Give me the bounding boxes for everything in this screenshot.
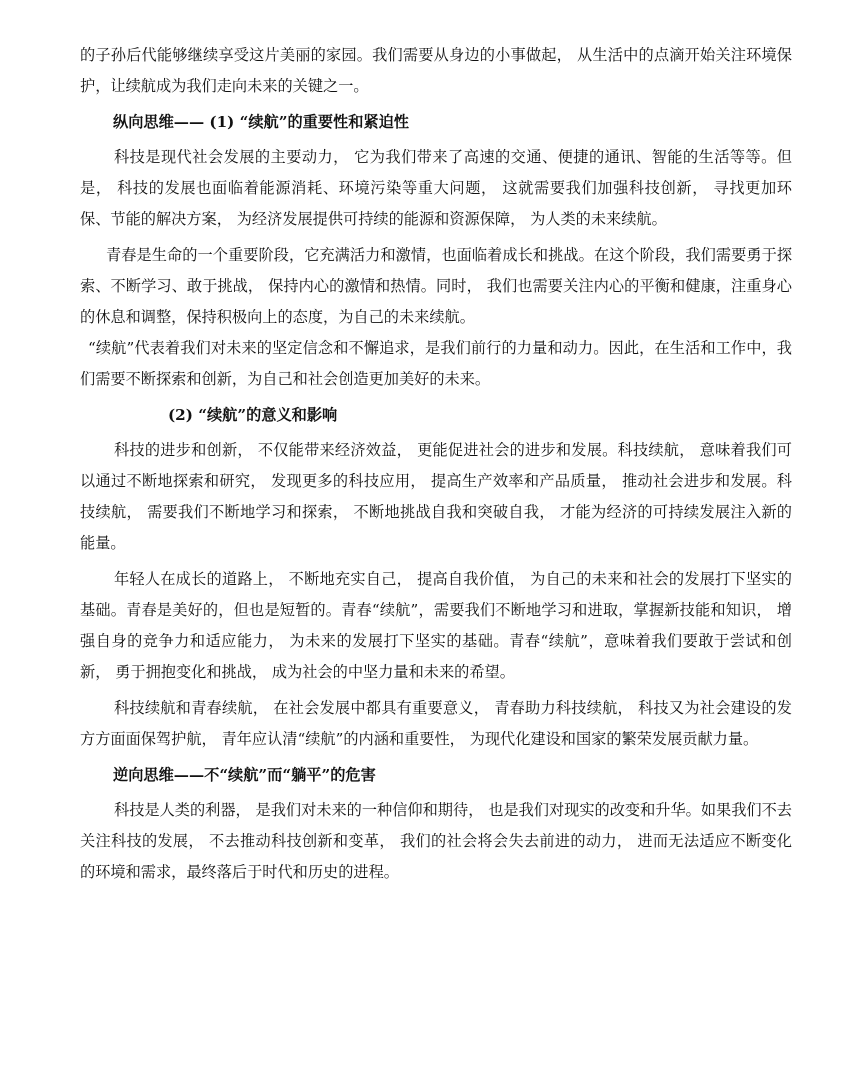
- document-page: [80, 40, 792, 888]
- paragraph-tech-driving-force: 科技是现代社会发展的主要动力， 它为我们带来了高速的交通、便捷的通讯、智能的生活等等。但是， 科技的发展也面临着能源消耗、环境污染等重大问题， 这就需要我们加强科技创新， 寻找更加环保、节能的解决方案， 为经济发展提供可持续的能源和资源保障， 为人类的未来续航。: [80, 148, 792, 228]
- paragraph-tech-and-youth: 科技续航和青春续航， 在社会发展中都具有重要意义， 青春助力科技续航， 科技又为社会建设的发方方面面保驾护航， 青年应认清“续航”的内涵和重要性， 为现代化建设和国家的繁荣发展贡献力量。: [80, 699, 792, 748]
- paragraph-youth-stage: 青春是生命的一个重要阶段，它充满活力和激情，也面临着成长和挑战。在这个阶段，我们需要勇于探索、不断学习、敢于挑战， 保持内心的激情和热情。同时， 我们也需要关注内心的平衡和健康，注重身心的休息和调整，保持积极向上的态度，为自己的未来续航。: [80, 246, 792, 326]
- paragraph-endurance-meaning: “续航”代表着我们对未来的坚定信念和不懈追求，是我们前行的力量和动力。因此，在生活和工作中，我们需要不断探索和创新，为自己和社会创造更加美好的未来。: [80, 339, 792, 388]
- heading-significance-impact: (2) “续航”的意义和影响: [168, 406, 338, 424]
- paragraph-young-people: 年轻人在成长的道路上， 不断地充实自己， 提高自我价值， 为自己的未来和社会的发展打下坚实的基础。青春是美好的，但也是短暂的。青春“续航”，需要我们不断地学习和进取，掌握新技能和知识， 增强自身的竞争力和适应能力， 为未来的发展打下坚实的基础。青春“续航”，意味着我们要敢于尝试和创新， 勇于拥抱变化和挑战， 成为社会的中坚力量和未来的希望。: [80, 570, 792, 681]
- paragraph-tech-progress: 科技的进步和创新， 不仅能带来经济效益， 更能促进社会的进步和发展。科技续航， 意味着我们可以通过不断地探索和研究， 发现更多的科技应用， 提高生产效率和产品质量， 推动社会进步和发展。科技续航， 需要我们不断地学习和探索， 不断地挑战自我和突破自我， 才能为经济的可持续发展注入新的能量。: [80, 441, 792, 552]
- paragraph-tech-weapon: 科技是人类的利器， 是我们对未来的一种信仰和期待， 也是我们对现实的改变和升华。如果我们不去关注科技的发展， 不去推动科技创新和变革， 我们的社会将会失去前进的动力， 进而无法适应不断变化的环境和需求，最终落后于时代和历史的进程。: [80, 801, 792, 881]
- paragraph-environment-conclusion: 的子孙后代能够继续享受这片美丽的家园。我们需要从身边的小事做起， 从生活中的点滴开始关注环境保护，让续航成为我们走向未来的关键之一。: [80, 46, 792, 95]
- heading-vertical-thinking: 纵向思维—— (1) “续航”的重要性和紧迫性: [113, 113, 409, 131]
- heading-reverse-thinking: 逆向思维——不“续航”而“躺平”的危害: [113, 766, 376, 784]
